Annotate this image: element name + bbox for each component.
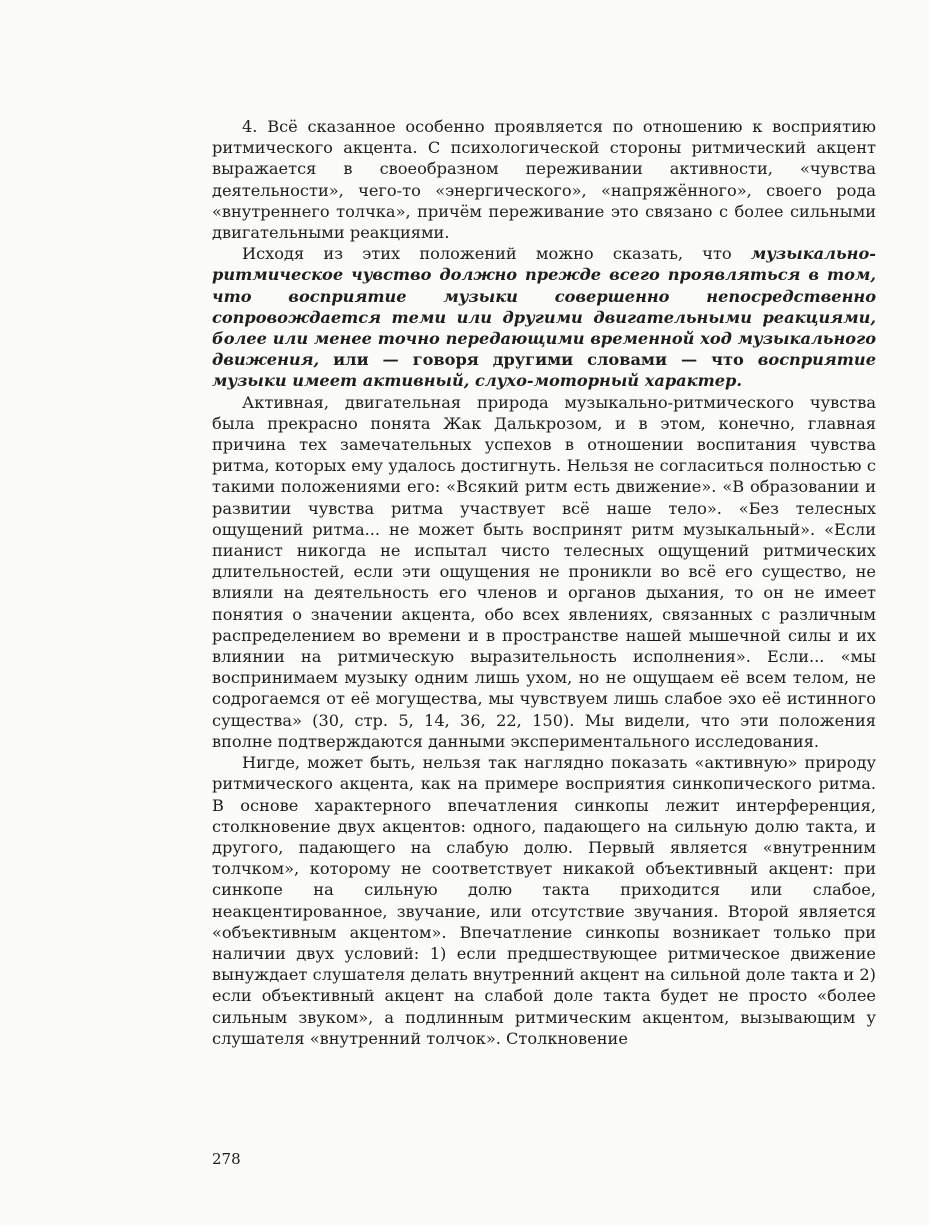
paragraph-2: [212, 243, 876, 391]
paragraph-1-text: 4. Всё сказанное особенно проявляется по отношению к восприятию ритмического акцента. С психологической стороны ритмический акцент выражается в своеобразном переживании активности, «чувства деятельности», чего-то «энергического», «напряжённого», своего рода «внутреннего толчка», причём переживание это связано с более сильными двигательными реакциями.: [212, 117, 876, 243]
paragraph-1: [212, 116, 876, 243]
paragraph-2-emphasis-1: музыкально-ритмическое чувство должно прежде всего проявляться в том, что восприятие музыки совершенно непосредственно сопровождается теми или другими двигательными реакциями, более или менее точно передающими временной ход музыкального движения,: [212, 244, 876, 370]
paragraph-3-text: Активная, двигательная природа музыкально-ритмического чувства была прекрасно понята Жак Далькрозом, и в этом, конечно, главная причина тех замечательных успехов в отношении воспитания чувства ритма, которых ему удалось достигнуть. Нельзя не согласиться полностью с такими положениями его: «Всякий ритм есть движение». «В образовании и развитии чувства ритма участвует всё наше тело». «Без телесных ощущений ритма... не может быть воспринят ритм музыкальный». «Если пианист никогда не испытал чисто телесных ощущений ритмических длительностей, если эти ощущения не проникли во всё его существо, не влияли на деятельность его членов и органов дыхания, то он не имеет понятия о значении акцента, обо всех явлениях, связанных с различным распределением во времени и в пространстве нашей мышечной силы и их влиянии на ритмическую выразительность исполнения». Если... «мы воспринимаем музыку одним лишь ухом, но не ощущаем её всем телом, не содрогаемся от её могущества, мы чувствуем лишь слабое эхо её истинного существа» (30, стр. 5, 14, 36, 22, 150). Мы видели, что эти положения вполне подтверждаются данными экспериментального исследования.: [212, 392, 876, 751]
paragraph-3: [212, 392, 876, 752]
paragraph-4-text: Нигде, может быть, нельзя так наглядно показать «активную» природу ритмического акцента, как на примере восприятия синкопического ритма. В основе характерного впечатления синкопы лежит интерференция, столкновение двух акцентов: одного, падающего на сильную долю такта, и другого, падающего на слабую долю. Первый является «внутренним толчком», которому не соответствует никакой объективный акцент: при синкопе на сильную долю такта приходится или слабое, неакцентированное, звучание, или отсутствие звучания. Второй является «объективным акцентом». Впечатление синкопы возникает только при наличии двух условий: 1) если предшествующее ритмическое движение вынуждает слушателя делать внутренний акцент на сильной доле такта и 2) если объективный акцент на слабой доле такта будет не просто «более сильным звуком», а подлинным ритмическим акцентом, вызывающим у слушателя «внутренний толчок». Столкновение: [212, 753, 876, 1048]
paragraph-2-bold-connector: или — говоря другими словами — что: [319, 350, 758, 370]
page-text: [212, 116, 876, 1049]
paragraph-4: [212, 752, 876, 1049]
page-number: 278: [212, 1150, 241, 1168]
paragraph-2-emphasis-2: восприятие музыки имеет активный, слухо-моторный характер.: [212, 350, 876, 391]
paragraph-2-intro: Исходя из этих положений можно сказать, что: [242, 244, 751, 264]
